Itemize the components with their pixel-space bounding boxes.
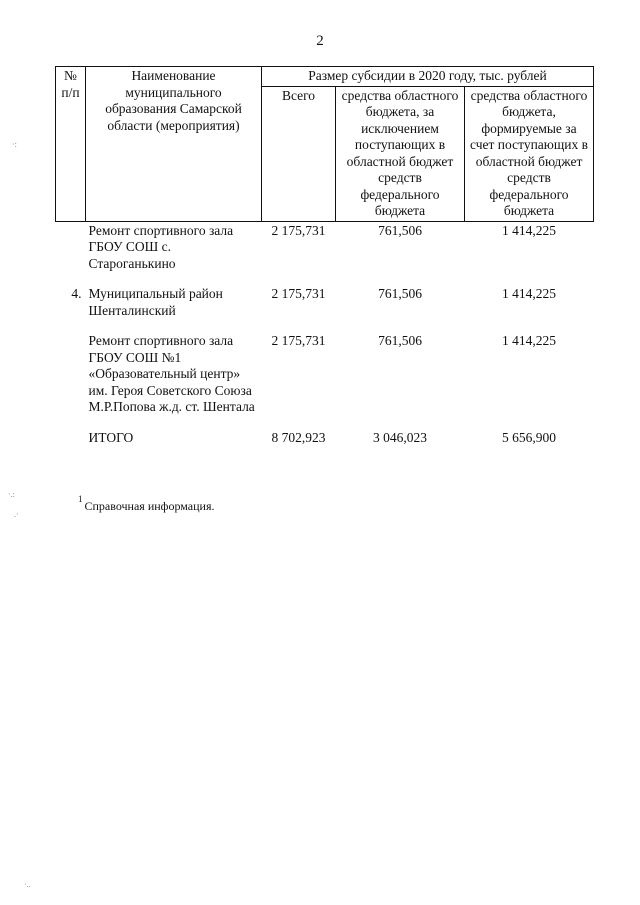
scan-speck: ·.. <box>24 880 31 889</box>
header-subsidy-group: Размер субсидии в 2020 году, тыс. рублей <box>262 67 594 87</box>
row-number <box>56 221 86 286</box>
row-total: 8 702,923 <box>271 429 326 445</box>
row-name: ИТОГО <box>88 429 134 445</box>
row-federal: 1 414,225 <box>502 286 557 301</box>
row-total: 2 175,731 <box>271 286 326 301</box>
row-federal: 5 656,900 <box>502 429 557 445</box>
footnote-text: Справочная информация. <box>84 499 215 513</box>
scan-speck: ·.: <box>8 490 15 499</box>
scan-speck: ·: <box>12 140 17 149</box>
row-regional: 761,506 <box>378 286 422 301</box>
row-name: Ремонт спортивного зала ГБОУ СОШ №1 «Образовательный центр» им. Героя Советского Союза М.Р.Попова ж.д. ст. Шентала <box>88 333 255 414</box>
row-regional: 761,506 <box>378 222 422 238</box>
header-number: № п/п <box>56 67 86 222</box>
table-row-total <box>56 430 594 447</box>
row-federal: 1 414,225 <box>502 222 557 238</box>
header-total: Всего <box>262 86 336 221</box>
row-regional: 3 046,023 <box>373 429 427 445</box>
row-federal: 1 414,225 <box>502 333 557 348</box>
row-total: 2 175,731 <box>271 333 326 348</box>
table-row <box>56 333 594 430</box>
page-number: 2 <box>316 33 324 49</box>
footnote-marker: 1 <box>78 494 83 504</box>
row-number <box>56 333 86 430</box>
row-total: 2 175,731 <box>271 222 326 238</box>
table-row <box>56 221 594 286</box>
footnote <box>78 494 215 514</box>
header-regional: средства областного бюджета, за исключением поступающих в областной бюджет средств федерального бюджета <box>336 86 465 221</box>
row-number: 4. <box>71 286 82 301</box>
scan-speck: .· <box>14 510 19 519</box>
row-name: Ремонт спортивного зала ГБОУ СОШ с. Староганькино <box>88 222 234 271</box>
row-number <box>56 430 86 447</box>
subsidy-table <box>55 66 594 446</box>
table-row <box>56 286 594 333</box>
header-name: Наименование муниципального образования Самарской области (мероприятия) <box>86 67 262 222</box>
row-name: Муниципальный район Шенталинский <box>88 286 223 318</box>
row-regional: 761,506 <box>378 333 422 348</box>
header-federal: средства областного бюджета, формируемые за счет поступающих в областной бюджет средств федерального бюджета <box>465 86 594 221</box>
